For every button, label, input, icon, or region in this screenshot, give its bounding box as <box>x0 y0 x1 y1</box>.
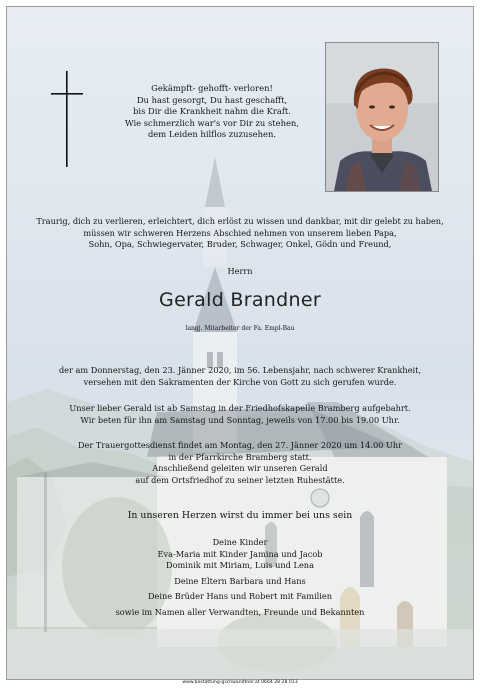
viewing-notice <box>7 403 473 426</box>
viewing-line: Wir beten für ihn am Samstag und Sonntag, jeweils von 17.00 bis 19.00 Uhr. <box>80 414 400 425</box>
portrait-image <box>326 43 438 191</box>
funeral-line: auf dem Ortsfriedhof zu seiner letzten Ruhestätte. <box>135 474 345 485</box>
intro-line: Sohn, Opa, Schwiegervater, Bruder, Schwager, Onkel, Gödn und Freund, <box>88 239 392 250</box>
mourner-line: sowie im Namen aller Verwandten, Freunde und Bekannten <box>115 606 365 617</box>
funeral-line: Anschließend geleiten wir unseren Gerald <box>152 463 328 474</box>
poem-line: Du hast gesorgt, Du hast geschafft, <box>136 94 288 105</box>
intro-line: Traurig, dich zu verlieren, erleichtert, dich erlöst zu wissen und dankbar, mit dir gelebt zu haben, <box>36 216 444 226</box>
mourner-line: Deine Brüder Hans und Robert mit Familien <box>147 591 333 602</box>
deceased-name: Gerald Brandner <box>159 289 321 311</box>
death-notice <box>7 365 473 388</box>
occupation: langj. Mitarbeiter der Fa. Empl-Bau <box>185 325 295 332</box>
poem-line: Gekämpft- gehofft- verloren! <box>151 83 273 93</box>
funeral-notice <box>7 440 473 486</box>
footer-contact: www.bestattung-gschwandtner.at 0664 28 28 013 <box>182 680 298 685</box>
mourner-line: Deine Eltern Barbara und Hans <box>174 575 306 586</box>
mourner-line: Dominik mit Miriam, Luis und Lena <box>166 560 314 571</box>
death-line: versehen mit den Sakramenten der Kirche von Gott zu sich gerufen wurde. <box>83 376 397 387</box>
poem-line: Wie schmerzlich war's vor Dir zu stehen, <box>125 117 299 128</box>
mourners-block <box>7 537 473 619</box>
poem-line: dem Leiden hilflos zuzusehen. <box>147 129 277 140</box>
cross-icon <box>49 69 85 169</box>
intro-line: müssen wir schweren Herzens Abschied nehmen von unserem lieben Papa, <box>83 227 397 238</box>
obituary-card <box>6 6 474 680</box>
poem-line: bis Dir die Krankheit nahm die Kraft. <box>133 106 291 117</box>
motto: In unseren Herzen wirst du immer bei uns sein <box>127 510 353 521</box>
salutation: Herrn <box>227 266 253 276</box>
mourner-line: Deine Kinder <box>212 537 268 547</box>
intro-block <box>7 216 473 251</box>
poem-block <box>93 83 331 141</box>
mourner-line: Eva-Maria mit Kinder Jamina und Jacob <box>157 548 323 559</box>
funeral-line: Der Trauergottesdienst findet am Montag, den 27. Jänner 2020 um 14.00 Uhr <box>77 440 403 450</box>
funeral-line: in der Pfarrkirche Bramberg statt. <box>168 451 312 462</box>
portrait-photo <box>325 42 439 192</box>
death-line: der am Donnerstag, den 23. Jänner 2020, im 56. Lebensjahr, nach schwerer Krankheit, <box>58 365 422 375</box>
viewing-line: Unser lieber Gerald ist ab Samstag in der Friedhofskapelle Bramberg aufgebahrt. <box>69 403 411 413</box>
